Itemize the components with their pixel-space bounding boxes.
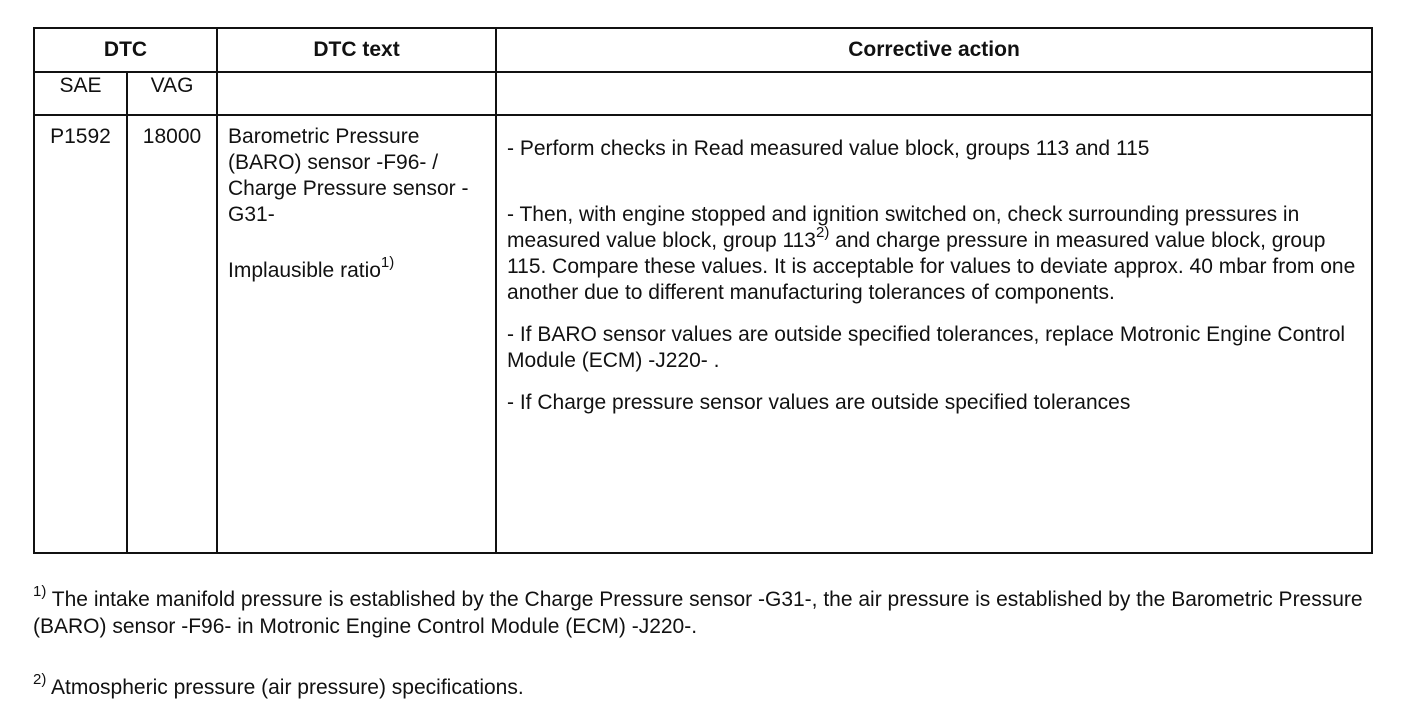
- footnote-2-marker: 2): [33, 671, 47, 688]
- subheader-empty-text: [217, 72, 496, 115]
- cell-dtc-text: [217, 115, 496, 553]
- action-step-1: - Perform checks in Read measured value block, groups 113 and 115: [507, 137, 1150, 160]
- action-step-2-part1: - Then, with engine stopped and ignition switched on, check surrounding pressures in measured value block, group 113: [507, 203, 1300, 252]
- action-step-4: - If Charge pressure sensor values are outside specified tolerances: [507, 391, 1131, 414]
- subheader-empty-action: [496, 72, 1372, 115]
- footnote-2: [33, 671, 1373, 701]
- footnote-1: [33, 583, 1373, 640]
- cell-vag-code: 18000: [127, 115, 217, 553]
- subheader-sae: SAE: [34, 72, 127, 115]
- footnote-1-marker: 1): [33, 583, 47, 600]
- table-row: [34, 115, 1372, 553]
- dtc-text-note-label: Implausible ratio: [228, 259, 381, 282]
- footnote-ref-1: 1): [380, 254, 395, 271]
- action-step-2-part2: and charge pressure in measured value block, group 115. Compare these values. It is acceptable for values to deviate approx. 40 mbar from one another due to different manufacturing tolerances of components.: [507, 229, 1356, 304]
- action-step-3: - If BARO sensor values are outside specified tolerances, replace Motronic Engine Control Module (ECM) -J220- .: [507, 323, 1346, 372]
- footnote-2-text: Atmospheric pressure (air pressure) specifications.: [46, 676, 524, 699]
- header-dtc: DTC: [34, 28, 217, 72]
- subheader-row: [34, 72, 1372, 115]
- cell-corrective-action: [496, 115, 1372, 553]
- footnote-1-text: The intake manifold pressure is established by the Charge Pressure sensor -G31-, the air pressure is established by the Barometric Pressure (BARO) sensor -F96- in Motronic Engine Control Module (ECM) -J220-.: [33, 588, 1363, 638]
- dtc-text-main: Barometric Pressure (BARO) sensor -F96- / Charge Pressure sensor -G31-: [228, 125, 469, 226]
- cell-sae-code: P1592: [34, 115, 127, 553]
- header-dtc-text: DTC text: [217, 28, 496, 72]
- dtc-table: [33, 27, 1373, 554]
- dtc-text-note: [228, 254, 485, 284]
- subheader-vag: VAG: [127, 72, 217, 115]
- header-row: [34, 28, 1372, 72]
- footnote-ref-2: 2): [816, 224, 830, 241]
- header-corrective-action: Corrective action: [496, 28, 1372, 72]
- action-step-2: [507, 202, 1361, 306]
